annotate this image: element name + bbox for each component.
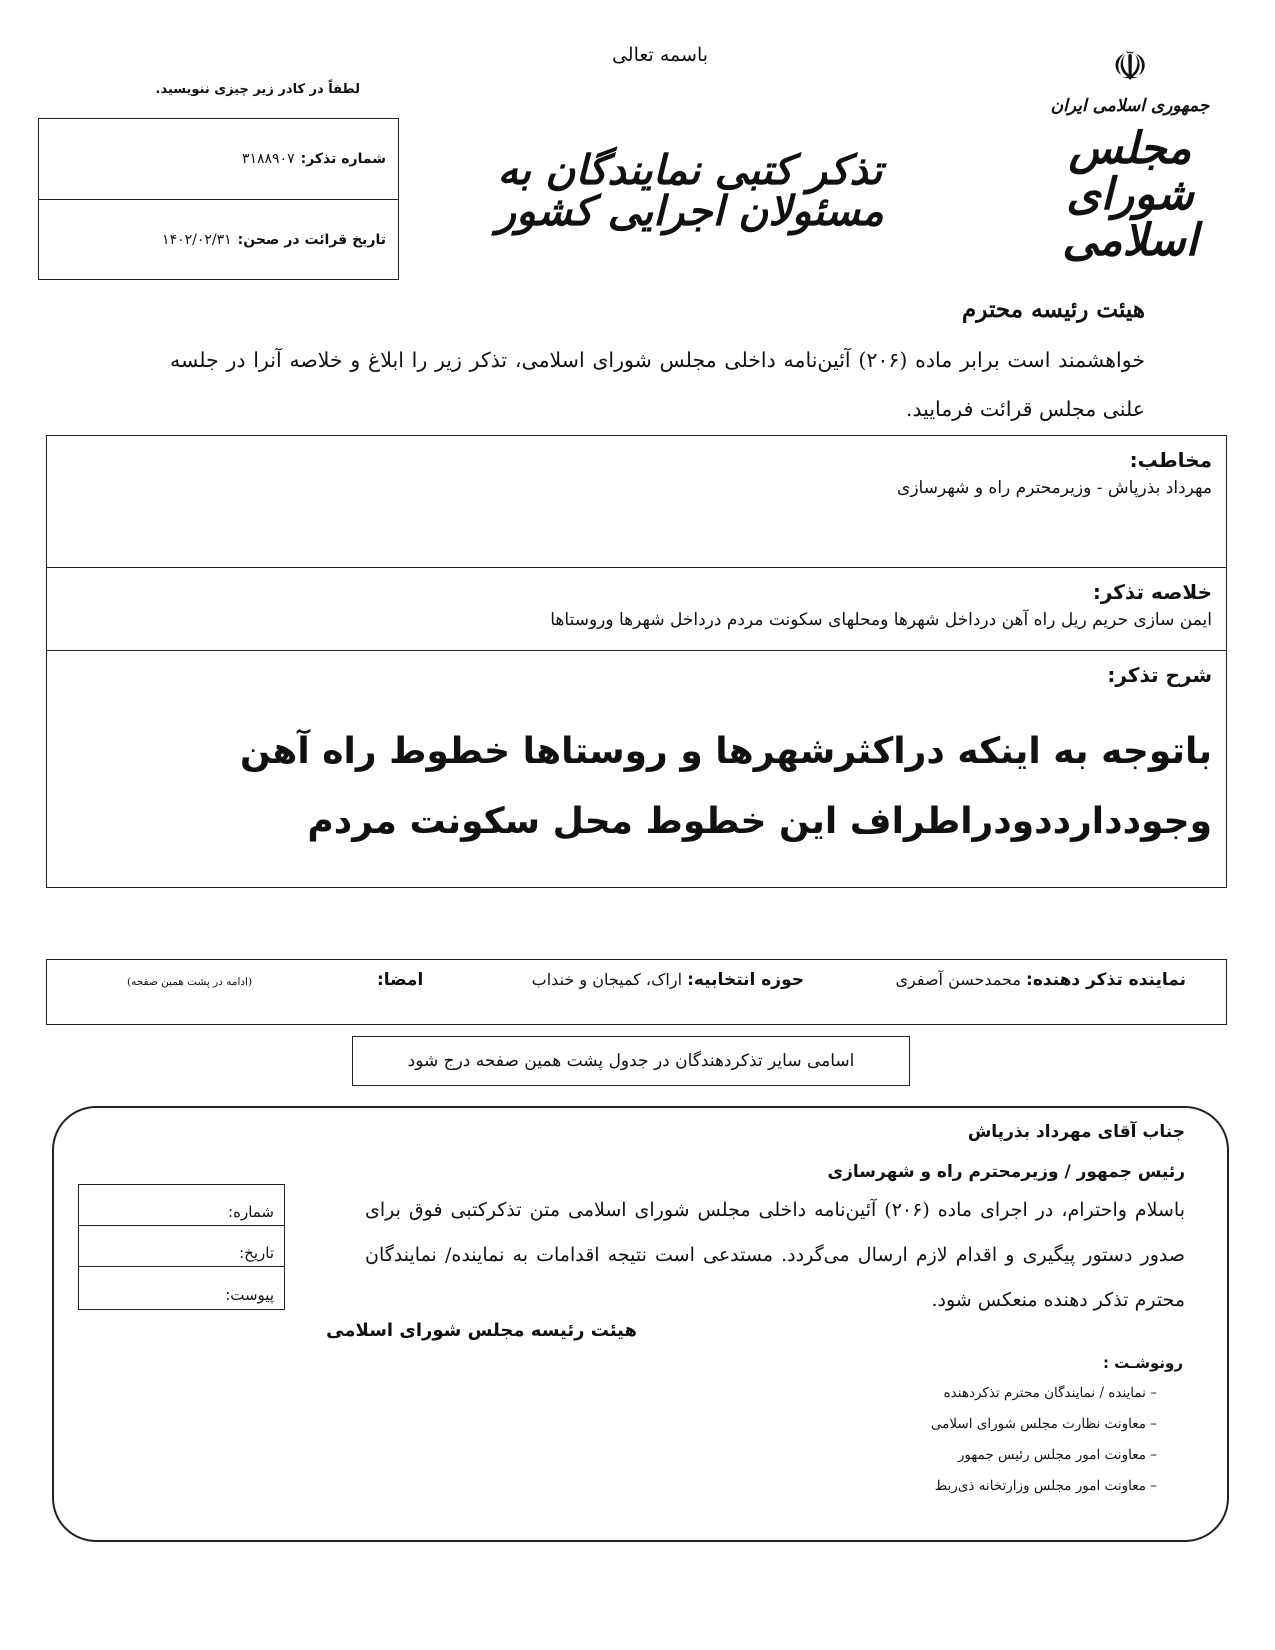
addressee-label: مخاطب: <box>1129 448 1212 472</box>
reg-date-label: تاریخ: <box>79 1226 284 1267</box>
reading-date-value: ۱۴۰۲/۰۲/۳۱ <box>162 232 232 248</box>
reference-box <box>38 118 399 280</box>
description-value: باتوجه به اینکه دراکثرشهرها و روستاها خطوط راه آهن وجوددارددودراطراف این خطوط محل سکونت مردم <box>240 731 1212 842</box>
description-section <box>47 651 1226 887</box>
constituency-label: حوزه انتخابیه: <box>687 970 804 990</box>
cc-label: رونوشـت : <box>1103 1354 1183 1372</box>
reference-number-label: شماره تذکر: <box>300 151 386 167</box>
addressee-value: مهرداد بذرپاش - وزیرمحترم راه و شهرسازی <box>897 478 1212 498</box>
summary-value: ایمن سازی حریم ریل راه آهن درداخل شهرها ومحلهای سکونت مردم درداخل شهرها وروستاها <box>550 610 1212 630</box>
letter-recipient-title: رئیس جمهور / وزیرمحترم راه و شهرسازی <box>827 1162 1185 1182</box>
emblem-icon: ☫ <box>1112 44 1148 90</box>
constituency <box>532 970 804 990</box>
form-title: تذکر کتبی نمایندگان به مسئولان اجرایی کشور <box>496 146 884 235</box>
reg-number-label: شماره: <box>79 1185 284 1226</box>
reminder-table <box>46 435 1227 888</box>
other-submitters-note: اسامی سایر تذکردهندگان در جدول پشت همین صفحه درج شود <box>352 1036 910 1086</box>
salutation: هیئت رئیسه محترم <box>962 296 1145 323</box>
intro-paragraph: خواهشمند است برابر ماده (۲۰۶) آئین‌نامه داخلی مجلس شورای اسلامی، تذکر زیر را ابلاغ و خلاصه آنرا در جلسه علنی مجلس قرائت فرمایید. <box>170 348 1145 421</box>
reference-number-row <box>39 119 398 200</box>
logo-line-2: مجلس شورای اسلامی <box>1062 123 1198 267</box>
cc-item: – معاونت نظارت مجلس شورای اسلامی <box>931 1409 1157 1440</box>
reading-date-row <box>39 200 398 280</box>
cc-list <box>931 1378 1157 1502</box>
representative-label: نماینده تذکر دهنده: <box>1026 970 1186 990</box>
logo-line-1: جمهوری اسلامی ایران <box>1050 96 1210 116</box>
continued-note: (ادامه در پشت همین صفحه) <box>127 976 253 988</box>
letter-box <box>52 1106 1229 1542</box>
representative-name: محمدحسن آصفری <box>895 970 1021 989</box>
cc-item: – نماینده / نمایندگان محترم تذکردهنده <box>931 1378 1157 1409</box>
constituency-value: اراک، کمیجان و خنداب <box>531 970 683 989</box>
submitter-box <box>46 959 1227 1025</box>
parliament-logo <box>1010 40 1250 267</box>
cc-item: – معاونت امور مجلس رئیس جمهور <box>931 1440 1157 1471</box>
letter-recipient: جناب آقای مهرداد بذرپاش <box>967 1122 1185 1142</box>
letter-body: باسلام واحترام، در اجرای ماده (۲۰۶) آئین‌نامه داخلی مجلس شورای اسلامی متن تذکرکتبی فوق برای صدور دستور پیگیری و اقدام لازم ارسال می‌گردد. مستدعی است نتیجه اقدامات به نماینده/ نمایندگان محترم تذکر دهنده منعکس شود. <box>365 1199 1185 1311</box>
representative <box>896 970 1187 990</box>
summary-label: خلاصه تذکر: <box>1092 580 1212 604</box>
reg-attachment-label: پیوست: <box>225 1286 274 1304</box>
cc-item: – معاونت امور مجلس وزارتخانه ذی‌ربط <box>931 1471 1157 1502</box>
reference-number-value: ۳۱۸۸۹۰۷ <box>241 151 295 167</box>
summary-section <box>47 568 1226 651</box>
reading-date-label: تاریخ قرائت در صحن: <box>237 232 386 248</box>
letter-signature: هیئت رئیسه مجلس شورای اسلامی <box>326 1320 637 1341</box>
instruction-note: لطفاً در کادر زیر چیزی ننویسید. <box>155 82 360 97</box>
basmala: باسمه تعالی <box>611 44 709 66</box>
signature-label: امضا: <box>377 970 424 990</box>
signature-field <box>377 970 423 990</box>
registration-box <box>78 1184 285 1310</box>
description-label: شرح تذکر: <box>1107 663 1212 687</box>
addressee-section <box>47 436 1226 568</box>
